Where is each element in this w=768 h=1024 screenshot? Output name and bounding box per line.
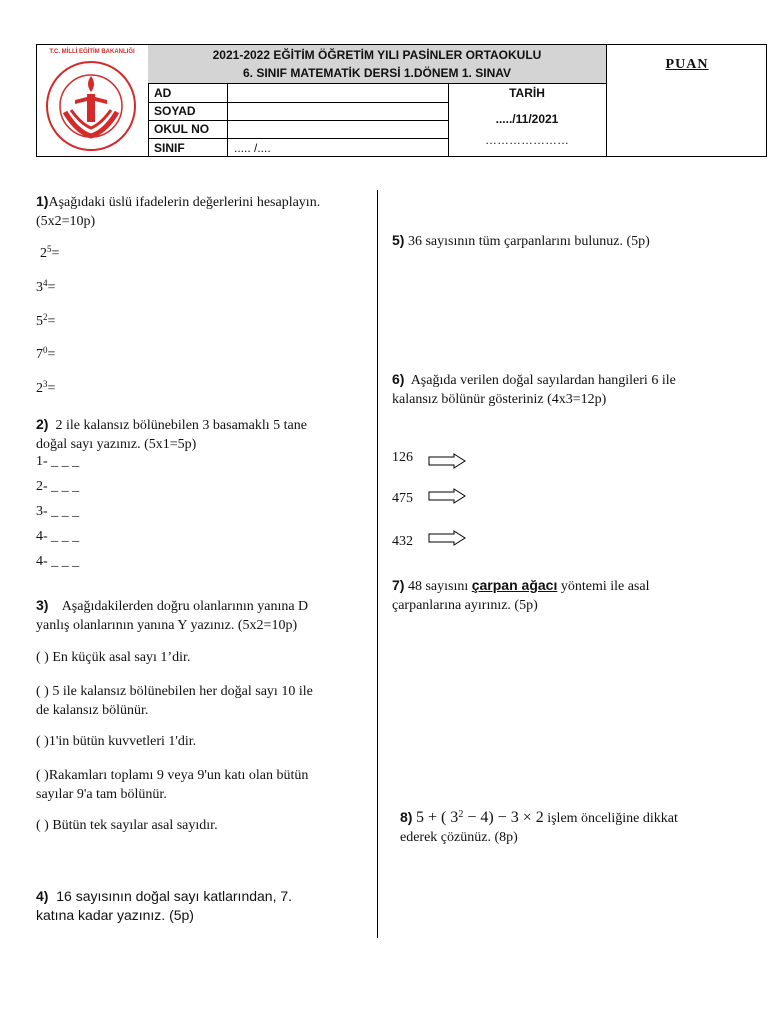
question-points: (5x2=10p) xyxy=(36,214,96,229)
exponent-item-1: $2^5=$ xyxy=(40,244,60,261)
question-text-2: doğal sayı yazınız. (5x1=5p) xyxy=(36,437,197,452)
logo-caption: T.C. MİLLİ EĞİTİM BAKANLIĞI xyxy=(49,49,135,55)
statement-4: ( )Rakamları toplamı 9 veya 9'un katı olan bütün sayılar 9'a tam bölünür. xyxy=(36,768,309,802)
question-8 xyxy=(400,808,765,847)
question-text-2: kalansız bölünür gösteriniz (4x3=12p) xyxy=(392,392,607,407)
statement-5: ( ) Bütün tek sayılar asal sayıdır. xyxy=(36,818,218,833)
question-text: 36 sayısının tüm çarpanlarını bulunuz. (5p) xyxy=(407,234,650,249)
question-2 xyxy=(36,415,371,454)
question-number: 5) xyxy=(392,232,405,248)
number-475: 475 xyxy=(392,491,413,506)
question-6 xyxy=(392,370,762,409)
exponent-item-2: $3^4=$ xyxy=(36,278,56,295)
question-text: Aşağıdakilerden doğru olanlarının yanına D xyxy=(61,599,309,614)
answer-line-5: 4- _ _ _ xyxy=(36,554,80,569)
question-number: 3) xyxy=(36,597,49,613)
exam-header-table xyxy=(36,44,767,157)
statement-3: ( )1'in bütün kuvvetleri 1'dir. xyxy=(36,734,197,749)
statement-2: ( ) 5 ile kalansız bölünebilen her doğal sayı 10 ile de kalansız bölünür. xyxy=(36,684,313,718)
question-number: 6) xyxy=(392,371,405,387)
label-soyad: SOYAD xyxy=(154,104,196,118)
school-title: 2021-2022 EĞİTİM ÖĞRETİM YILI PASİNLER ORTAOKULU xyxy=(212,48,542,62)
puan-label: PUAN xyxy=(665,57,709,72)
question-3 xyxy=(36,596,371,635)
question-number: 7) xyxy=(392,577,405,593)
exponent-item-5: $2^3=$ xyxy=(36,379,56,396)
statement-1: ( ) En küçük asal sayı 1’dir. xyxy=(36,650,191,665)
column-divider xyxy=(377,190,378,938)
math-expression: 5 + ( $3^2 - 4) - 3 \times 2$ xyxy=(415,809,544,826)
answer-line-2: 2- _ _ _ xyxy=(36,479,80,494)
sinif-value: ..... /.... xyxy=(234,141,271,155)
answer-line-3: 3- _ _ _ xyxy=(36,504,80,519)
question-number: 8) xyxy=(400,809,413,825)
answer-line-1: 1- _ _ _ xyxy=(36,454,80,469)
question-number: 1) xyxy=(36,193,49,209)
label-tarih: TARİH xyxy=(509,86,545,100)
arrow-right-icon xyxy=(428,453,466,469)
label-sinif: SINIF xyxy=(154,141,185,155)
question-number: 4) xyxy=(36,888,49,904)
answer-line-4: 4- _ _ _ xyxy=(36,529,80,544)
exponent-item-4: $7^0=$ xyxy=(36,345,56,362)
arrow-right-icon xyxy=(428,488,466,504)
question-1 xyxy=(36,192,371,231)
question-text: Aşağıdaki üslü ifadelerin değerlerini hesaplayın. xyxy=(48,195,321,210)
question-text: Aşağıda verilen doğal sayılardan hangileri 6 ile xyxy=(410,373,676,388)
question-text: 16 sayısının doğal sayı katlarından, 7. xyxy=(56,888,293,904)
question-text-2: ederek çözünüz. (8p) xyxy=(400,830,518,845)
question-text: 2 ile kalansız bölünebilen 3 basamaklı 5 tane xyxy=(55,418,307,433)
question-text-2: çarpanlarına ayırınız. (5p) xyxy=(392,598,538,613)
underlined-term: çarpan ağacı xyxy=(471,577,558,593)
number-432: 432 xyxy=(392,534,413,549)
tarih-dots: ………………… xyxy=(485,133,569,147)
ministry-logo-icon xyxy=(45,60,137,152)
question-4 xyxy=(36,887,371,925)
question-5 xyxy=(392,231,762,251)
tarih-value: ...../11/2021 xyxy=(495,112,559,126)
label-ad: AD xyxy=(154,86,172,100)
exam-title: 6. SINIF MATEMATİK DERSİ 1.DÖNEM 1. SINAV xyxy=(242,66,512,80)
number-126: 126 xyxy=(392,450,413,465)
question-number: 2) xyxy=(36,416,49,432)
arrow-right-icon xyxy=(428,530,466,546)
question-text-2: yanlış olanlarının yanına Y yazınız. (5x2=10p) xyxy=(36,618,298,633)
label-okul-no: OKUL NO xyxy=(154,122,210,136)
exponent-item-3: $5^2=$ xyxy=(36,312,56,329)
question-text: işlem önceliğine dikkat xyxy=(547,811,678,826)
question-text-2: katına kadar yazınız. (5p) xyxy=(36,907,194,923)
question-7: 7) 48 sayısını çarpan ağacı yöntemi ile asal çarpanlarına ayırınız. (5p) xyxy=(392,577,650,613)
